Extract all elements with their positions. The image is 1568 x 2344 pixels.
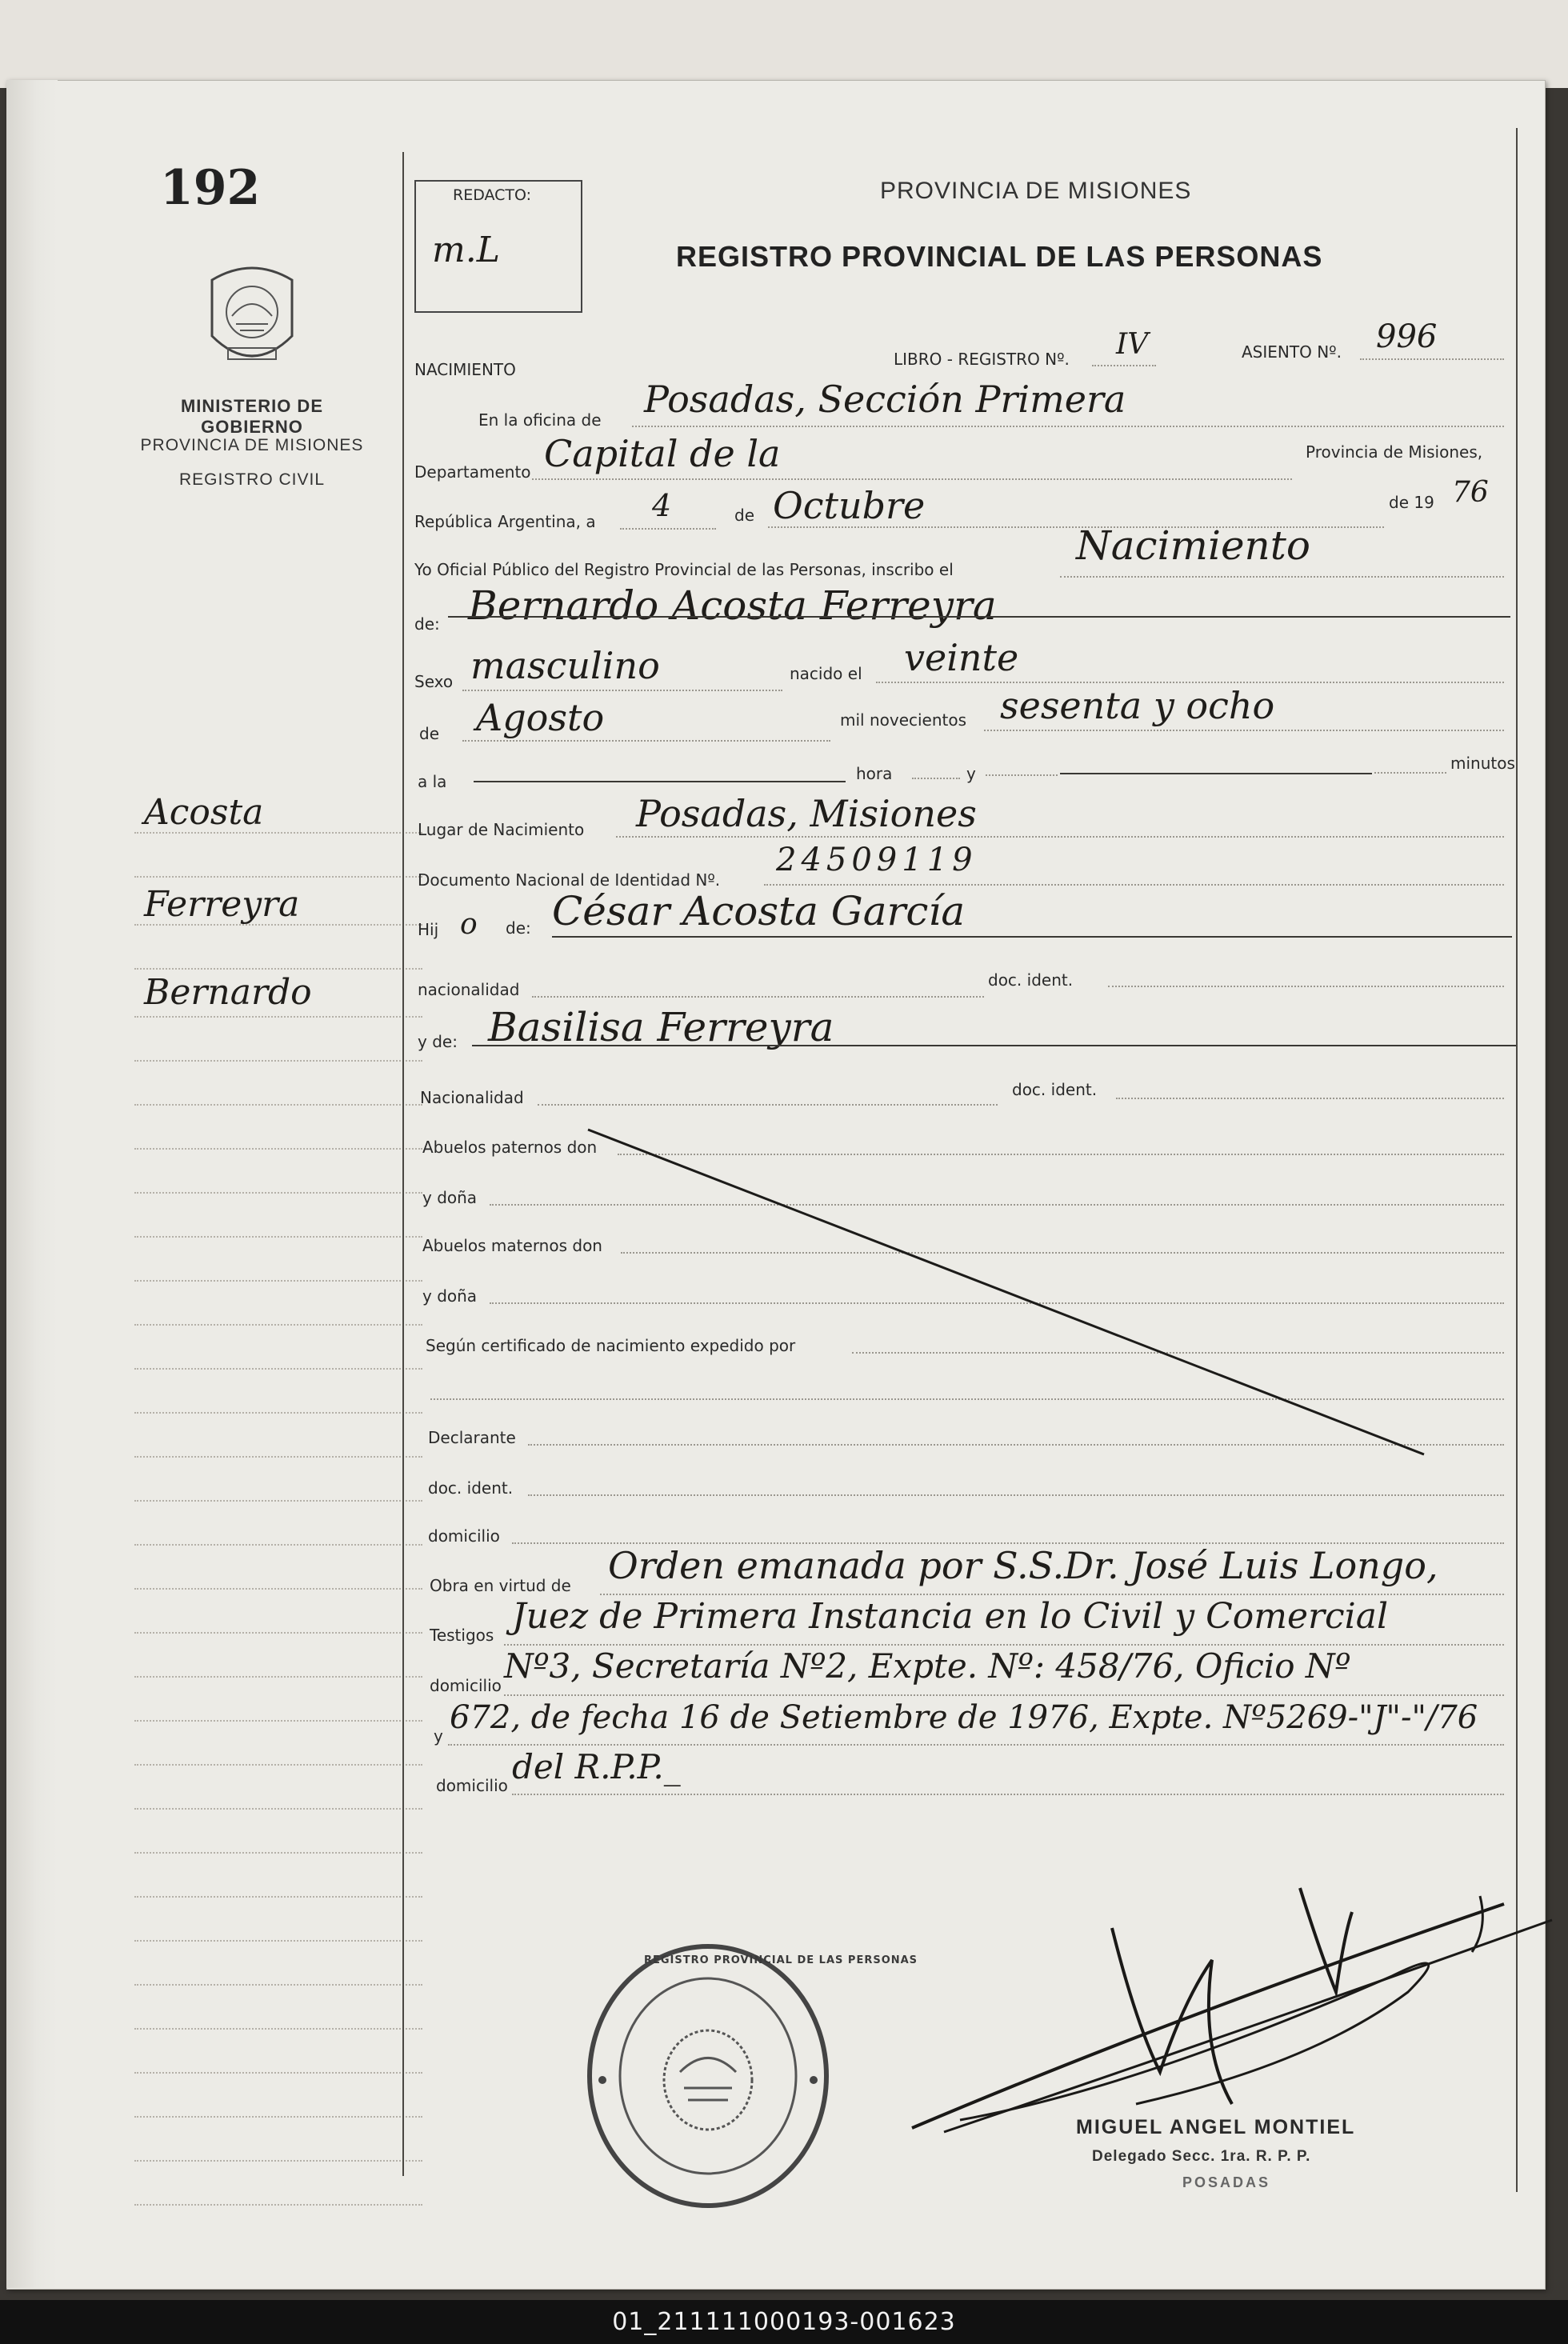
margin-rule [134, 1632, 422, 1634]
dni-label: Documento Nacional de Identidad Nº. [418, 870, 721, 890]
dotted-rule [462, 690, 782, 691]
domicilio3-label: domicilio [436, 1776, 508, 1795]
ydona2-label: y doña [422, 1286, 478, 1306]
margin-rule [134, 1764, 422, 1766]
de4-label: de: [506, 918, 531, 938]
oficial-label: Yo Oficial Público del Registro Provincial de las Personas, inscribo el [414, 560, 954, 579]
margin-rule [134, 1852, 422, 1854]
form-left-border [402, 152, 404, 2176]
solid-rule [448, 616, 1510, 618]
margin-rule [134, 968, 422, 970]
margin-rule [134, 924, 422, 926]
de2-label: de: [414, 614, 440, 634]
margin-rule [134, 1896, 422, 1898]
signatory-role: Delegado Secc. 1ra. R. P. P. [1092, 2148, 1311, 2165]
left-province-label: PROVINCIA DE MISIONES [140, 436, 364, 454]
margin-rule [134, 1368, 422, 1370]
day-value: 4 [652, 488, 672, 523]
dotted-rule [1116, 1098, 1504, 1099]
hora-label: hora [856, 764, 893, 783]
mil-value: sesenta y ocho [1000, 684, 1275, 727]
margin-rule [134, 1940, 422, 1942]
margin-given-name: Bernardo [144, 972, 312, 1013]
oficina-label: En la oficina de [478, 410, 602, 430]
margin-rule [134, 1500, 422, 1502]
margin-rule [134, 876, 422, 878]
hijo-suffix: o [460, 908, 478, 941]
solid-rule [472, 1045, 1516, 1046]
binding-spine [6, 80, 58, 2288]
obra-label: Obra en virtud de [430, 1576, 571, 1595]
month-value: Octubre [773, 484, 926, 527]
obra-value: Orden emanada por S.S.Dr. José Luis Longo, [608, 1544, 1438, 1587]
de3-label: de [419, 724, 439, 743]
lugar-label: Lugar de Nacimiento [418, 820, 585, 839]
signatory-name: MIGUEL ANGEL MONTIEL [1076, 2116, 1356, 2138]
dotted-rule [912, 778, 960, 779]
province-heading: PROVINCIA DE MISIONES [880, 178, 1192, 204]
dotted-rule [1374, 772, 1446, 774]
margin-rule [134, 1984, 422, 1986]
yde-label: y de: [418, 1032, 458, 1051]
nacimiento-label: NACIMIENTO [414, 360, 516, 379]
sexo-label: Sexo [414, 672, 454, 691]
image-filename-bar [0, 2300, 1568, 2344]
domicilio3-value: del R.P.P._ [512, 1747, 681, 1786]
dotted-rule [448, 1744, 1504, 1746]
ydona1-label: y doña [422, 1188, 478, 1207]
mother-name: Basilisa Ferreyra [488, 1004, 834, 1050]
dotted-rule [764, 884, 1504, 886]
margin-rule [134, 1588, 422, 1590]
nacionalidad2-label: Nacionalidad [420, 1088, 524, 1107]
margin-rule [134, 2116, 422, 2118]
sexo-value: masculino [470, 644, 660, 687]
testigos-label: Testigos [430, 1626, 494, 1645]
docident3-label: doc. ident. [428, 1478, 514, 1498]
signatory-city: POSADAS [1182, 2174, 1271, 2190]
margin-rule [134, 2204, 422, 2206]
nacionalidad-label: nacionalidad [418, 980, 520, 999]
margin-rule [134, 1104, 422, 1106]
dotted-rule [532, 996, 984, 998]
nacido-label: nacido el [790, 664, 862, 683]
dotted-rule [512, 1794, 1504, 1795]
crossout-line [560, 1120, 1440, 1464]
page-number: 192 [160, 160, 261, 216]
margin-rule [134, 1060, 422, 1062]
redacto-box [414, 180, 582, 313]
domicilio2-label: domicilio [430, 1676, 502, 1695]
dotted-rule [538, 1104, 998, 1106]
margin-rule [134, 1544, 422, 1546]
margin-rule [134, 1148, 422, 1150]
departamento-label: Departamento [414, 462, 531, 482]
year-label: de 19 [1389, 493, 1434, 512]
docident2-label: doc. ident. [1012, 1080, 1098, 1099]
abuelos-paternos-label: Abuelos paternos don [422, 1138, 598, 1157]
provincia-label: Provincia de Misiones, [1306, 442, 1483, 462]
dotted-rule [504, 1644, 1504, 1646]
oficina-value: Posadas, Sección Primera [644, 378, 1126, 421]
docident-label: doc. ident. [988, 970, 1074, 990]
libro-value: IV [1116, 328, 1149, 361]
hijo-label: Hij [418, 920, 439, 939]
margin-surname-2: Ferreyra [144, 884, 300, 925]
margin-rule [134, 1324, 422, 1326]
abuelos-maternos-label: Abuelos maternos don [422, 1236, 602, 1255]
domicilio1-label: domicilio [428, 1526, 500, 1546]
libro-label: LIBRO - REGISTRO Nº. [894, 350, 1070, 369]
margin-rule [134, 2160, 422, 2162]
dotted-rule [984, 730, 1504, 731]
dotted-rule [600, 1594, 1504, 1595]
dotted-rule [532, 478, 1292, 480]
margin-rule [134, 2028, 422, 2030]
asiento-label: ASIENTO Nº. [1242, 342, 1342, 362]
declarante-label: Declarante [428, 1428, 516, 1447]
asiento-value: 996 [1376, 318, 1438, 355]
lugar-value: Posadas, Misiones [636, 792, 977, 835]
margin-rule [134, 1236, 422, 1238]
y4-value: 672, de fecha 16 de Setiembre de 1976, Expte. Nº5269-"J"-"/76 [450, 1699, 1478, 1736]
departamento-value: Capital de la [544, 432, 781, 475]
dotted-rule [462, 740, 830, 742]
dotted-rule [1060, 576, 1504, 578]
dotted-rule [876, 682, 1504, 683]
redacto-label: REDACTO: [453, 186, 532, 204]
image-filename: 01_211111000193-001623 [612, 2308, 956, 2336]
margin-rule [134, 1720, 422, 1722]
birth-month-value: Agosto [476, 696, 605, 739]
year-value: 76 [1452, 476, 1489, 509]
nacido-value: veinte [904, 636, 1019, 679]
segun-label: Según certificado de nacimiento expedido por [426, 1336, 796, 1355]
mil-label: mil novecientos [840, 710, 967, 730]
de-label: de [734, 506, 754, 525]
registry-label: REGISTRO CIVIL [178, 470, 326, 489]
official-stamp [580, 1940, 918, 2212]
dotted-rule [986, 774, 1058, 776]
dotted-rule [632, 426, 1504, 427]
testigos-value: Juez de Primera Instancia en lo Civil y Comercial [512, 1596, 1389, 1637]
dotted-rule [528, 1494, 1504, 1496]
margin-rule [134, 1676, 422, 1678]
ministry-label: MINISTERIO DE GOBIERNO [180, 396, 323, 437]
background-page-edge [0, 0, 1568, 88]
dotted-rule [616, 836, 1504, 838]
margin-rule [134, 832, 422, 834]
minutos-label: minutos [1450, 754, 1515, 773]
margin-rule [134, 2072, 422, 2074]
province-seal-icon [200, 260, 304, 380]
dotted-rule [1092, 365, 1156, 366]
domicilio2-value: Nº3, Secretaría Nº2, Expte. Nº: 458/76, Oficio Nº [504, 1646, 1351, 1686]
dotted-rule [620, 528, 716, 530]
dotted-rule [1360, 358, 1504, 360]
stamp-text: REGISTRO PROVINCIAL DE LAS PERSONAS [644, 1954, 918, 1966]
margin-rule [134, 1016, 422, 1018]
margin-rule [134, 1192, 422, 1194]
solid-rule [474, 781, 846, 782]
margin-rule [134, 1412, 422, 1414]
oficial-value: Nacimiento [1076, 522, 1310, 569]
father-name: César Acosta García [552, 888, 966, 934]
solid-rule [1060, 773, 1372, 774]
y4-label: y [434, 1726, 443, 1746]
dni-value: 24509119 [776, 842, 978, 878]
solid-rule [552, 936, 1512, 938]
dotted-rule [504, 1694, 1504, 1696]
redacto-initials: m.L [432, 230, 500, 270]
margin-surname-1: Acosta [144, 792, 264, 833]
margin-rule [134, 1456, 422, 1458]
republica-label: República Argentina, a [414, 512, 596, 531]
registered-name: Bernardo Acosta Ferreyra [468, 582, 997, 629]
y-label: y [966, 764, 976, 783]
ala-label: a la [418, 772, 447, 791]
margin-rule [134, 1280, 422, 1282]
dotted-rule [1108, 986, 1504, 987]
document-title: REGISTRO PROVINCIAL DE LAS PERSONAS [676, 240, 1323, 273]
margin-rule [134, 1808, 422, 1810]
